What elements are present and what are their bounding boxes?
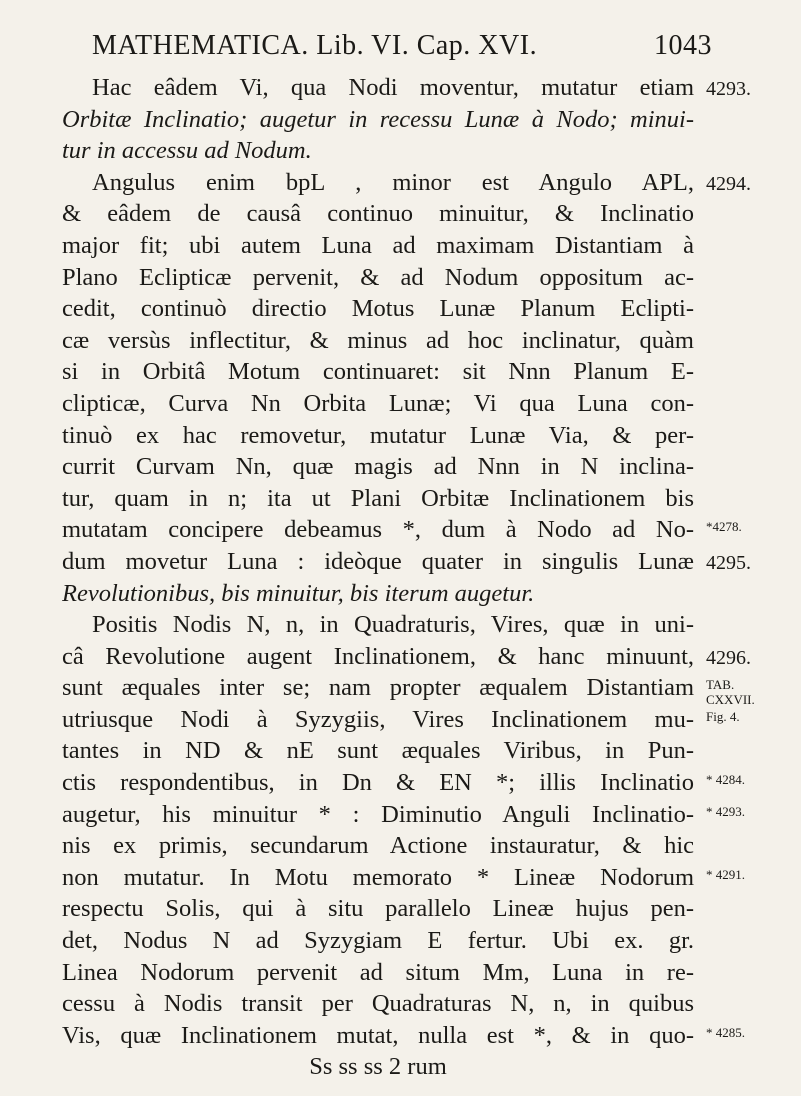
text-line: dum movetur Luna : ideòque quater in singulis Lunæ (62, 547, 694, 575)
text-line: cedit, continuò directio Motus Lunæ Planum Eclipti- (62, 295, 694, 323)
text-line: tantes in ND & nE sunt æquales Viribus, in Pun- (62, 737, 694, 765)
margin-note: 4293. (706, 78, 751, 100)
margin-note: Fig. 4. (706, 709, 740, 724)
text-line: tur, quam in n; ita ut Plani Orbitæ Inclinationem bis (62, 484, 694, 512)
margin-note: 4296. (706, 646, 751, 669)
running-header (92, 30, 712, 62)
text-line: sunt æquales inter se; nam propter æqualem Distantiam (62, 674, 694, 702)
margin-note: TAB. (706, 677, 735, 693)
main-text (62, 72, 694, 1083)
text-line: Plano Eclipticæ pervenit, & ad Nodum oppositum ac- (62, 263, 694, 291)
text-line: si in Orbitâ Motum continuaret: sit Nnn Planum E- (62, 358, 694, 386)
margin-note: CXXVII. (706, 691, 755, 707)
text-line: mutatam concipere debeamus *, dum à Nodo ad No- (62, 516, 694, 544)
margin-note: * 4284. (706, 772, 745, 788)
text-line: nis ex primis, secundarum Actione instauratur, & hic (62, 832, 694, 860)
text-line: det, Nodus N ad Syzygiam E fertur. Ubi ex. gr. (62, 927, 694, 955)
text-line: clipticæ, Curva Nn Orbita Lunæ; Vi qua Luna con- (62, 389, 694, 417)
text-line: respectu Solis, qui à situ parallelo Lineæ hujus pen- (62, 895, 694, 923)
text-line: non mutatur. In Motu memorato * Lineæ Nodorum (62, 863, 694, 891)
margin-note: * 4291. (706, 867, 745, 882)
text-line: Orbitæ Inclinatio; augetur in recessu Lunæ à Nodo; minui- (62, 105, 694, 133)
text-line: Linea Nodorum pervenit ad situm Mm, Luna in re- (62, 958, 694, 986)
text-line: câ Revolutione augent Inclinationem, & hanc minuunt, (62, 642, 694, 670)
text-line: ctis respondentibus, in Dn & EN *; illis Inclinatio (62, 769, 694, 797)
text-line: & eâdem de causâ continuo minuitur, & Inclinatio (62, 200, 694, 228)
text-line: Positis Nodis N, n, in Quadraturis, Vires, quæ in uni- (92, 611, 694, 639)
text-line: tur in accessu ad Nodum. (62, 137, 312, 165)
text-line: augetur, his minuitur * : Diminutio Anguli Inclinatio- (62, 800, 694, 828)
margin-note: * 4293. (706, 803, 745, 819)
text-line: cæ versùs inflectitur, & minus ad hoc inclinatur, quàm (62, 326, 694, 354)
text-line: Hac eâdem Vi, qua Nodi moventur, mutatur etiam (92, 74, 694, 101)
text-line: currit Curvam Nn, quæ magis ad Nnn in N inclina- (62, 453, 694, 481)
text-line: utriusque Nodi à Syzygiis, Vires Inclinationem mu- (62, 705, 694, 733)
margin-note: *4278. (706, 519, 742, 535)
page-number: 1043 (654, 30, 712, 61)
text-line: Ss ss ss 2 rum (309, 1053, 447, 1081)
margin-note: 4295. (706, 552, 751, 574)
text-line: Revolutionibus, bis minuitur, bis iterum augetur. (62, 579, 535, 607)
text-line: Angulus enim bpL , minor est Angulo APL, (92, 168, 694, 196)
margin-note: * 4285. (706, 1025, 745, 1040)
margin-note: 4294. (706, 172, 751, 195)
text-line: tinuò ex hac removetur, mutatur Lunæ Via, & per- (62, 421, 694, 449)
text-line: Vis, quæ Inclinationem mutat, nulla est *, & in quo- (62, 1021, 694, 1049)
header-title: MATHEMATICA. Lib. VI. Cap. XVI. (92, 30, 538, 61)
text-line: cessu à Nodis transit per Quadraturas N, n, in quibus (62, 990, 694, 1018)
text-line: major fit; ubi autem Luna ad maximam Distantiam à (62, 231, 694, 259)
